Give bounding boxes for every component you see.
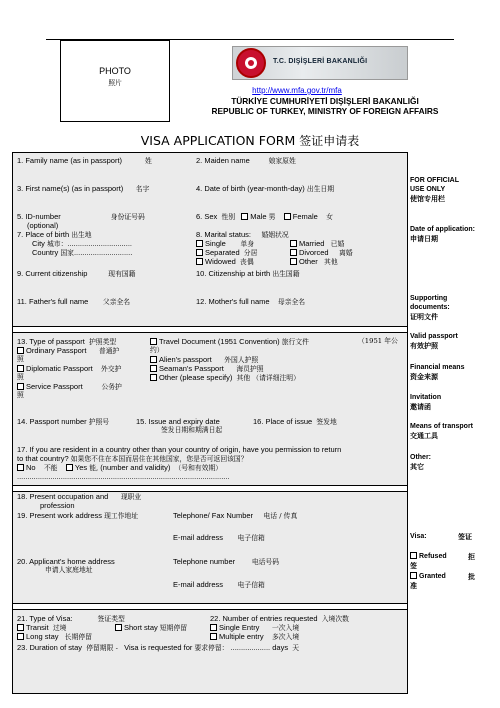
photo-box[interactable] — [60, 40, 170, 122]
marital-single-option[interactable]: Single 单身 — [196, 239, 254, 249]
marital-widowed-option[interactable]: Widowed 丧偶 — [196, 257, 254, 267]
granted-option[interactable]: Granted — [410, 572, 446, 581]
home-email-field[interactable]: E-mail address 电子信箱 — [173, 580, 265, 589]
single-entry-checkbox — [210, 624, 217, 631]
photo-label: PHOTO — [99, 66, 131, 76]
separated-checkbox — [196, 249, 203, 256]
entries-label: 22. Number of entries requested 入境次数 — [210, 614, 349, 623]
visa-transit-option[interactable]: Transit 过境 — [17, 623, 66, 633]
form-title-en: VISA APPLICATION FORM — [140, 133, 296, 148]
residence-permission-question-cont: to that country? 如果您不住在本国而居住在其他国家，您是否可返回该国？ — [17, 454, 248, 463]
visa-type-label: 21. Type of Visa: 签证类型 — [17, 614, 125, 623]
invitation-label: Invitation — [410, 394, 442, 401]
work-phone-fax-field[interactable]: Telephone/ Fax Number 电话 / 传真 — [173, 511, 298, 520]
visa-long-stay-option[interactable]: Long stay 长期停留 — [17, 632, 92, 642]
residence-permission-question: 17. If you are resident in a country other than your country of origin, have you permission to return — [17, 445, 342, 454]
male-checkbox[interactable] — [241, 213, 248, 220]
female-checkbox[interactable] — [284, 213, 291, 220]
travel-document-checkbox — [150, 338, 157, 345]
work-address-field[interactable]: 19. Present work address 现工作地址 — [17, 511, 139, 520]
visa-short-stay-option[interactable]: Short stay 短期停留 — [115, 623, 187, 633]
birth-city-field[interactable]: City 城市：............................... — [32, 239, 133, 248]
refused-zh-cont: 签 — [410, 561, 417, 570]
issue-expiry-date-zh: 签发日期和期满日起 — [161, 426, 223, 434]
duration-of-stay-field[interactable]: 23. Duration of stay 停留期限 - Visa is requested for 要求停留： ................... days 天 — [17, 643, 300, 652]
other-passport-option[interactable]: Other (please specify) 其他 （请详细注明） — [150, 373, 300, 383]
single-entry-option[interactable]: Single Entry 一次入境 — [210, 623, 299, 633]
divorced-checkbox — [290, 249, 297, 256]
supporting-documents-zh: 证明文件 — [410, 312, 438, 321]
married-checkbox — [290, 240, 297, 247]
application-form — [12, 152, 408, 694]
seamans-passport-checkbox — [150, 365, 157, 372]
passport-number-field[interactable]: 14. Passport number 护照号 — [17, 417, 110, 426]
ministry-name-tr: TÜRKİYE CUMHURİYETİ DIŞİŞLERİ BAKANLIĞI — [231, 96, 419, 106]
refused-zh: 拒 — [468, 552, 475, 561]
official-use-heading-zh: 使馆专用栏 — [410, 194, 445, 203]
ministry-seal-icon — [236, 48, 266, 78]
travel-document-zh-cont: （1951 年公 — [358, 337, 398, 345]
single-checkbox — [196, 240, 203, 247]
other-label: Other: — [410, 454, 431, 461]
maiden-name-field[interactable]: 2. Maiden name 娘家原姓 — [196, 156, 296, 165]
granted-checkbox — [410, 572, 417, 579]
ministry-name-en: REPUBLIC OF TURKEY, MINISTRY OF FOREIGN AFFAIRS — [211, 106, 439, 116]
valid-passport-label: Valid passport — [410, 333, 458, 340]
ministry-url-link[interactable]: http://www.mfa.gov.tr/mfa — [252, 86, 342, 95]
id-number-optional: (optional) — [27, 221, 59, 230]
other-zh: 其它 — [410, 462, 424, 471]
no-checkbox[interactable] — [17, 464, 24, 471]
form-title-zh: 签证申请表 — [299, 134, 360, 148]
home-address-zh: 申请人家庭地址 — [45, 566, 93, 574]
supporting-documents-label: Supporting — [410, 295, 448, 302]
visa-zh: 签证 — [458, 532, 472, 541]
occupation-field-cont: profession — [40, 501, 75, 510]
means-of-transport-label: Means of transport — [410, 423, 474, 430]
diplomatic-passport-zh-cont: 照 — [17, 373, 24, 381]
marital-status-label: 8. Marital status: 婚姻状况 — [196, 230, 289, 239]
ordinary-passport-option[interactable]: Ordinary Passport 普通护 — [17, 346, 119, 356]
visa-label: Visa: — [410, 533, 427, 540]
date-of-application-zh: 申请日期 — [410, 234, 438, 243]
home-phone-field[interactable]: Telephone number 电话号码 — [173, 557, 279, 566]
id-number-field[interactable]: 5. ID-number 身份证号码 — [17, 212, 145, 221]
granted-zh-cont: 准 — [410, 581, 417, 590]
emblem-text: T.C. DIŞİŞLERİ BAKANLIĞI — [273, 58, 368, 65]
sex-field: 6. Sex 性别 Male 男 Female 女 — [196, 212, 333, 221]
other-checkbox — [290, 258, 297, 265]
diplomatic-passport-option[interactable]: Diplomatic Passport 外交护 — [17, 364, 121, 374]
marital-other-option[interactable]: Other 其他 — [290, 257, 338, 267]
mothers-name-field[interactable]: 12. Mother's full name 母亲全名 — [196, 297, 306, 306]
other-passport-checkbox — [150, 374, 157, 381]
ordinary-passport-zh-cont: 照 — [17, 355, 24, 363]
issue-expiry-date-field[interactable]: 15. Issue and expiry date — [136, 417, 220, 426]
multiple-entry-option[interactable]: Multiple entry 多次入境 — [210, 632, 299, 642]
family-name-field[interactable]: 1. Family name (as in passport) 姓 — [17, 156, 152, 165]
passport-type-label: 13. Type of passport 护照类型 — [17, 337, 117, 346]
current-citizenship-field[interactable]: 9. Current citizenship 现有国籍 — [17, 269, 136, 278]
invitation-zh: 邀请函 — [410, 402, 431, 411]
residence-permission-line[interactable]: ...................................................................................................... — [17, 472, 230, 481]
supporting-documents-label-2: documents: — [410, 304, 450, 311]
aliens-passport-option[interactable]: Alien's passport 外国人护照 — [150, 355, 258, 365]
seamans-passport-option[interactable]: Seaman's Passport 海员护照 — [150, 364, 264, 374]
official-use-heading: FOR OFFICIAL — [410, 177, 459, 184]
form-title — [0, 132, 500, 149]
aliens-passport-checkbox — [150, 356, 157, 363]
birth-country-field[interactable]: Country 国家............................ — [32, 248, 133, 257]
multiple-entry-checkbox — [210, 633, 217, 640]
refused-option[interactable]: Refused — [410, 552, 447, 561]
valid-passport-zh: 有效护照 — [410, 341, 438, 350]
residence-permission-answer: No 不能 Yes 能, (number and validity) （号和有效期） — [17, 463, 222, 473]
photo-label-zh: 照片 — [108, 79, 122, 87]
granted-zh: 批 — [468, 572, 475, 581]
refused-checkbox — [410, 552, 417, 559]
official-use-heading-2: USE ONLY — [410, 186, 446, 193]
service-passport-checkbox — [17, 383, 24, 390]
citizenship-at-birth-field[interactable]: 10. Citizenship at birth 出生国籍 — [196, 269, 300, 278]
transit-checkbox — [17, 624, 24, 631]
widowed-checkbox — [196, 258, 203, 265]
place-of-birth-label: 7. Place of birth 出生地 — [17, 230, 92, 239]
financial-means-zh: 资金来源 — [410, 372, 438, 381]
yes-checkbox[interactable] — [66, 464, 73, 471]
diplomatic-passport-checkbox — [17, 365, 24, 372]
occupation-field[interactable]: 18. Present occupation and 现职业 — [17, 492, 142, 501]
ministry-emblem — [232, 46, 408, 80]
short-stay-checkbox — [115, 624, 122, 631]
home-address-field[interactable]: 20. Applicant's home address — [17, 557, 115, 566]
marital-married-option[interactable]: Married 已婚 — [290, 239, 344, 249]
fathers-name-field[interactable]: 11. Father's full name 父亲全名 — [17, 297, 131, 306]
place-of-issue-field[interactable]: 16. Place of issue 签发地 — [253, 417, 337, 426]
marital-separated-option[interactable]: Separated 分居 — [196, 248, 257, 258]
ministry-name — [190, 96, 460, 116]
financial-means-label: Financial means — [410, 364, 465, 371]
date-of-birth-field[interactable]: 4. Date of birth (year-month-day) 出生日期 — [196, 184, 335, 193]
work-email-field[interactable]: E-mail address 电子信箱 — [173, 533, 265, 542]
date-of-application-label: Date of application: — [410, 226, 475, 233]
means-of-transport-zh: 交通工具 — [410, 431, 438, 440]
ordinary-passport-checkbox — [17, 347, 24, 354]
first-name-field[interactable]: 3. First name(s) (as in passport) 名字 — [17, 184, 150, 193]
travel-document-option[interactable]: Travel Document (1951 Convention) 旅行文件 — [150, 337, 309, 347]
marital-divorced-option[interactable]: Divorced 离婚 — [290, 248, 353, 258]
travel-document-zh-cont2: 约） — [150, 346, 164, 354]
service-passport-option[interactable]: Service Passport 公务护 — [17, 382, 122, 392]
official-use-column — [408, 152, 486, 694]
long-stay-checkbox — [17, 633, 24, 640]
service-passport-zh-cont: 照 — [17, 391, 24, 399]
